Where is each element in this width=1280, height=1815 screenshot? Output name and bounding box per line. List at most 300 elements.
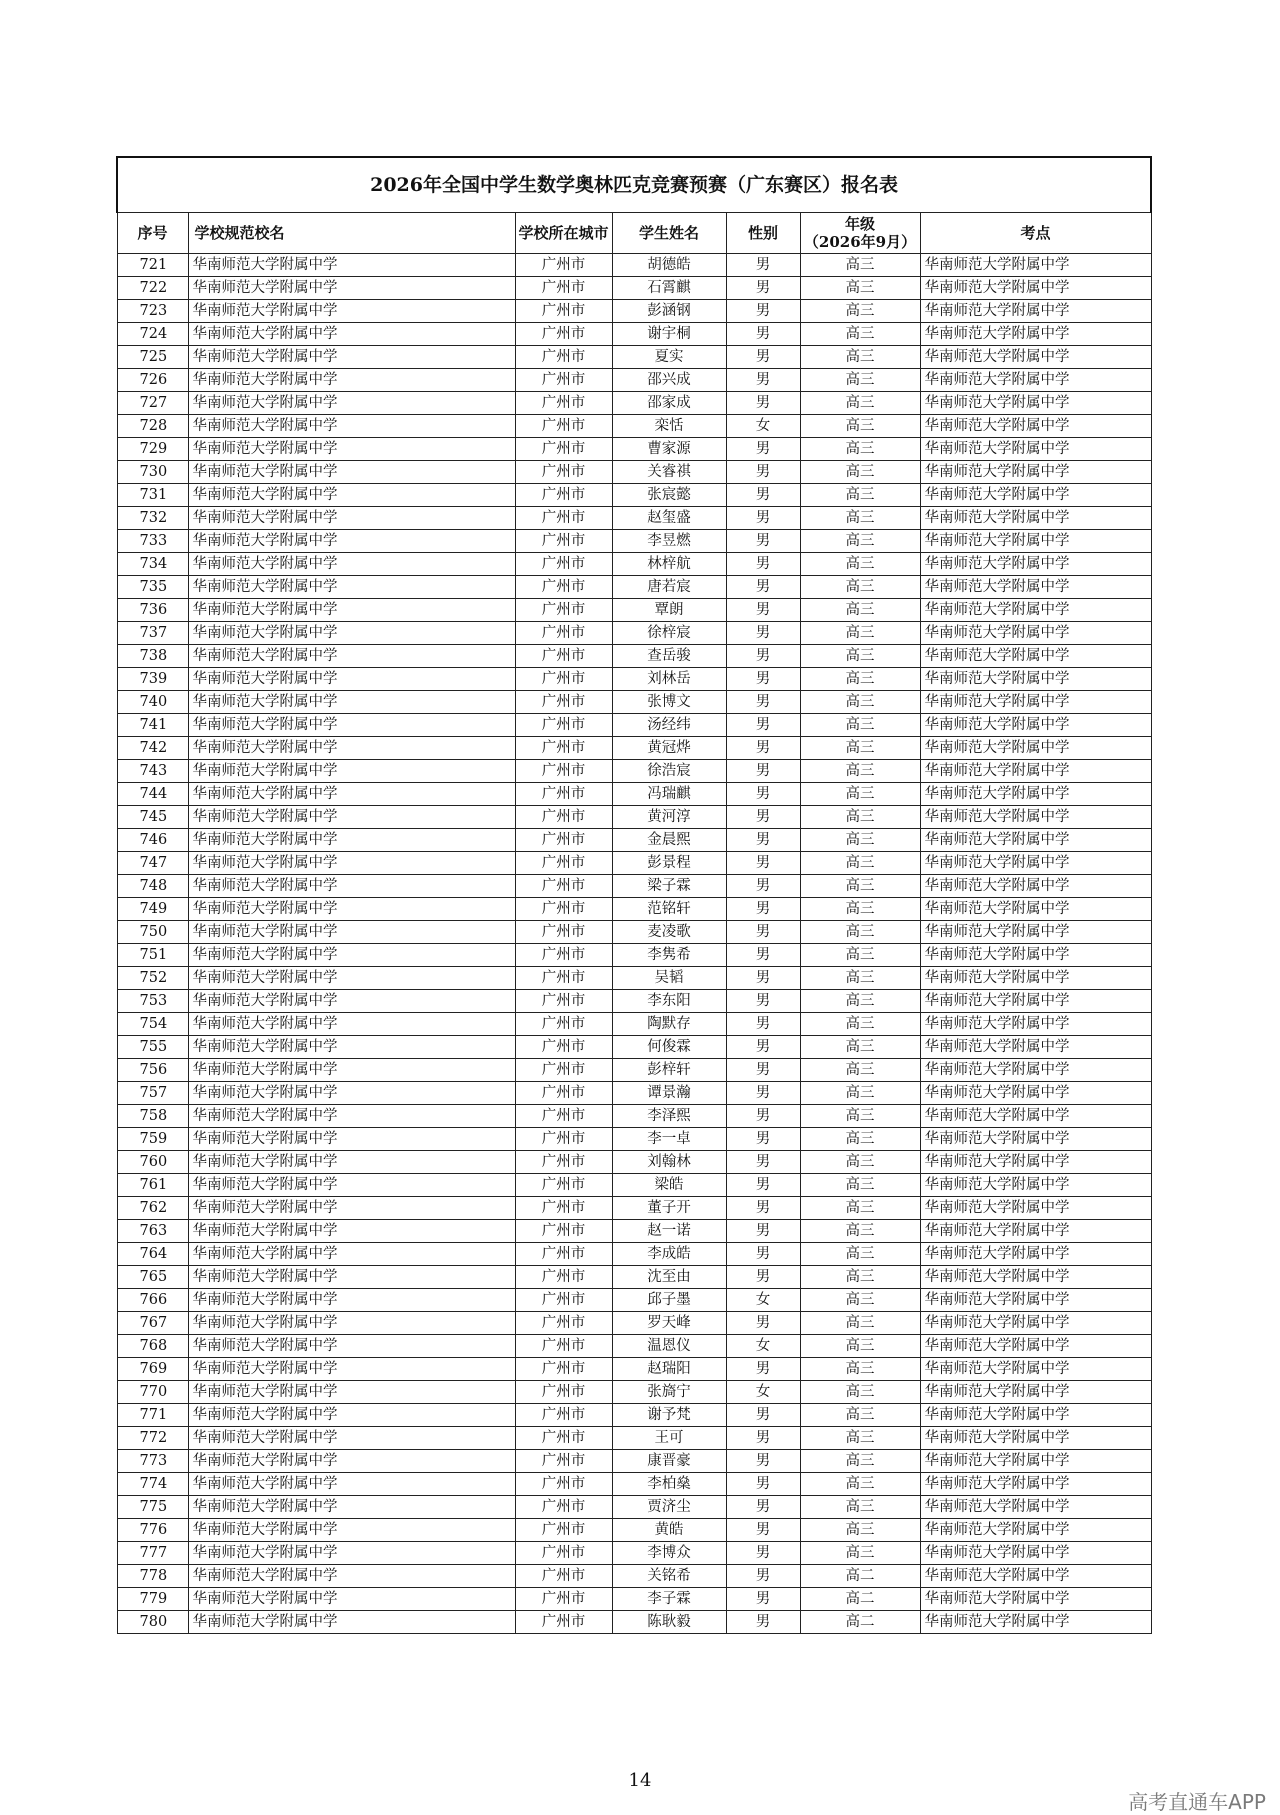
- cell-seq: 732: [117, 507, 188, 530]
- cell-name: 李博众: [612, 1542, 726, 1565]
- cell-city: 广州市: [515, 1588, 612, 1611]
- cell-school: 华南师范大学附属中学: [188, 277, 515, 300]
- cell-school: 华南师范大学附属中学: [188, 1105, 515, 1128]
- table-row: [117, 1312, 1151, 1335]
- cell-venue: 华南师范大学附属中学: [920, 898, 1151, 921]
- cell-city: 广州市: [515, 944, 612, 967]
- cell-gender: 男: [726, 806, 800, 829]
- header-row: [117, 213, 1151, 254]
- cell-venue: 华南师范大学附属中学: [920, 737, 1151, 760]
- cell-school: 华南师范大学附属中学: [188, 392, 515, 415]
- cell-name: 徐梓宸: [612, 622, 726, 645]
- cell-venue: 华南师范大学附属中学: [920, 1404, 1151, 1427]
- table-row: [117, 599, 1151, 622]
- cell-gender: 男: [726, 530, 800, 553]
- cell-grade: 高三: [800, 990, 920, 1013]
- cell-school: 华南师范大学附属中学: [188, 668, 515, 691]
- cell-school: 华南师范大学附属中学: [188, 507, 515, 530]
- cell-grade: 高三: [800, 829, 920, 852]
- cell-gender: 女: [726, 415, 800, 438]
- cell-city: 广州市: [515, 1128, 612, 1151]
- cell-school: 华南师范大学附属中学: [188, 622, 515, 645]
- cell-seq: 770: [117, 1381, 188, 1404]
- cell-school: 华南师范大学附属中学: [188, 461, 515, 484]
- table-row: [117, 1197, 1151, 1220]
- cell-seq: 761: [117, 1174, 188, 1197]
- cell-name: 李一卓: [612, 1128, 726, 1151]
- cell-gender: 男: [726, 1266, 800, 1289]
- table-row: [117, 1059, 1151, 1082]
- cell-city: 广州市: [515, 1312, 612, 1335]
- table-row: [117, 530, 1151, 553]
- cell-school: 华南师范大学附属中学: [188, 1013, 515, 1036]
- table-row: [117, 1565, 1151, 1588]
- table-row: [117, 346, 1151, 369]
- cell-grade: 高三: [800, 369, 920, 392]
- cell-venue: 华南师范大学附属中学: [920, 415, 1151, 438]
- cell-school: 华南师范大学附属中学: [188, 553, 515, 576]
- cell-gender: 男: [726, 898, 800, 921]
- cell-grade: 高三: [800, 599, 920, 622]
- cell-gender: 男: [726, 1082, 800, 1105]
- cell-gender: 男: [726, 599, 800, 622]
- cell-school: 华南师范大学附属中学: [188, 369, 515, 392]
- cell-gender: 男: [726, 461, 800, 484]
- cell-city: 广州市: [515, 668, 612, 691]
- cell-city: 广州市: [515, 369, 612, 392]
- table-row: [117, 1036, 1151, 1059]
- cell-name: 梁皓: [612, 1174, 726, 1197]
- cell-seq: 727: [117, 392, 188, 415]
- table-row: [117, 254, 1151, 277]
- cell-seq: 769: [117, 1358, 188, 1381]
- cell-city: 广州市: [515, 645, 612, 668]
- cell-city: 广州市: [515, 852, 612, 875]
- table-row: [117, 622, 1151, 645]
- cell-venue: 华南师范大学附属中学: [920, 392, 1151, 415]
- cell-venue: 华南师范大学附属中学: [920, 1174, 1151, 1197]
- header-gender: 性别: [726, 213, 800, 254]
- cell-gender: 男: [726, 438, 800, 461]
- table-row: [117, 1358, 1151, 1381]
- cell-grade: 高二: [800, 1565, 920, 1588]
- cell-venue: 华南师范大学附属中学: [920, 1588, 1151, 1611]
- cell-city: 广州市: [515, 1059, 612, 1082]
- table-row: [117, 806, 1151, 829]
- cell-seq: 739: [117, 668, 188, 691]
- cell-name: 李隽希: [612, 944, 726, 967]
- cell-venue: 华南师范大学附属中学: [920, 1312, 1151, 1335]
- cell-city: 广州市: [515, 1220, 612, 1243]
- cell-name: 林梓航: [612, 553, 726, 576]
- cell-gender: 男: [726, 369, 800, 392]
- cell-city: 广州市: [515, 622, 612, 645]
- table-row: [117, 829, 1151, 852]
- cell-name: 贾济尘: [612, 1496, 726, 1519]
- cell-school: 华南师范大学附属中学: [188, 829, 515, 852]
- cell-seq: 780: [117, 1611, 188, 1634]
- cell-gender: 男: [726, 1105, 800, 1128]
- registration-sheet: [116, 156, 1150, 1634]
- cell-venue: 华南师范大学附属中学: [920, 829, 1151, 852]
- cell-school: 华南师范大学附属中学: [188, 1473, 515, 1496]
- cell-school: 华南师范大学附属中学: [188, 1519, 515, 1542]
- cell-venue: 华南师范大学附属中学: [920, 1243, 1151, 1266]
- cell-name: 麦凌歌: [612, 921, 726, 944]
- cell-school: 华南师范大学附属中学: [188, 1128, 515, 1151]
- table-row: [117, 875, 1151, 898]
- cell-grade: 高三: [800, 484, 920, 507]
- cell-name: 陶默存: [612, 1013, 726, 1036]
- cell-name: 张旖宁: [612, 1381, 726, 1404]
- cell-seq: 742: [117, 737, 188, 760]
- cell-venue: 华南师范大学附属中学: [920, 668, 1151, 691]
- cell-school: 华南师范大学附属中学: [188, 1197, 515, 1220]
- cell-school: 华南师范大学附属中学: [188, 300, 515, 323]
- cell-venue: 华南师范大学附属中学: [920, 507, 1151, 530]
- cell-venue: 华南师范大学附属中学: [920, 1542, 1151, 1565]
- cell-city: 广州市: [515, 1082, 612, 1105]
- cell-city: 广州市: [515, 1542, 612, 1565]
- cell-grade: 高三: [800, 1059, 920, 1082]
- cell-seq: 754: [117, 1013, 188, 1036]
- cell-school: 华南师范大学附属中学: [188, 1174, 515, 1197]
- cell-city: 广州市: [515, 737, 612, 760]
- cell-grade: 高三: [800, 507, 920, 530]
- cell-school: 华南师范大学附属中学: [188, 990, 515, 1013]
- cell-city: 广州市: [515, 714, 612, 737]
- table-row: [117, 1105, 1151, 1128]
- table-row: [117, 1335, 1151, 1358]
- cell-seq: 743: [117, 760, 188, 783]
- watermark: 高考直通车APP: [1128, 1790, 1266, 1814]
- table-row: [117, 898, 1151, 921]
- cell-gender: 男: [726, 346, 800, 369]
- cell-grade: 高三: [800, 415, 920, 438]
- table-row: [117, 1174, 1151, 1197]
- cell-seq: 746: [117, 829, 188, 852]
- table-row: [117, 1013, 1151, 1036]
- cell-grade: 高三: [800, 300, 920, 323]
- cell-seq: 741: [117, 714, 188, 737]
- cell-school: 华南师范大学附属中学: [188, 576, 515, 599]
- cell-name: 张宸懿: [612, 484, 726, 507]
- cell-grade: 高三: [800, 875, 920, 898]
- cell-gender: 男: [726, 1220, 800, 1243]
- cell-seq: 724: [117, 323, 188, 346]
- cell-name: 栾恬: [612, 415, 726, 438]
- cell-venue: 华南师范大学附属中学: [920, 1013, 1151, 1036]
- cell-gender: 男: [726, 645, 800, 668]
- cell-gender: 男: [726, 737, 800, 760]
- cell-gender: 男: [726, 484, 800, 507]
- cell-seq: 771: [117, 1404, 188, 1427]
- cell-school: 华南师范大学附属中学: [188, 1542, 515, 1565]
- table-row: [117, 1266, 1151, 1289]
- table-row: [117, 668, 1151, 691]
- cell-seq: 755: [117, 1036, 188, 1059]
- header-venue: 考点: [920, 213, 1151, 254]
- table-row: [117, 484, 1151, 507]
- cell-grade: 高二: [800, 1611, 920, 1634]
- cell-gender: 男: [726, 1036, 800, 1059]
- cell-gender: 男: [726, 300, 800, 323]
- cell-name: 石霄麒: [612, 277, 726, 300]
- cell-name: 沈至由: [612, 1266, 726, 1289]
- table-row: [117, 1381, 1151, 1404]
- cell-gender: 男: [726, 1542, 800, 1565]
- cell-gender: 男: [726, 829, 800, 852]
- table-row: [117, 392, 1151, 415]
- table-row: [117, 1496, 1151, 1519]
- cell-venue: 华南师范大学附属中学: [920, 277, 1151, 300]
- cell-name: 彭景程: [612, 852, 726, 875]
- cell-grade: 高三: [800, 1381, 920, 1404]
- cell-gender: 男: [726, 1151, 800, 1174]
- cell-grade: 高三: [800, 530, 920, 553]
- cell-grade: 高三: [800, 1519, 920, 1542]
- cell-venue: 华南师范大学附属中学: [920, 760, 1151, 783]
- cell-venue: 华南师范大学附属中学: [920, 1496, 1151, 1519]
- cell-grade: 高三: [800, 1082, 920, 1105]
- cell-city: 广州市: [515, 1496, 612, 1519]
- cell-gender: 男: [726, 1611, 800, 1634]
- cell-city: 广州市: [515, 1611, 612, 1634]
- cell-city: 广州市: [515, 875, 612, 898]
- cell-gender: 男: [726, 1565, 800, 1588]
- cell-school: 华南师范大学附属中学: [188, 530, 515, 553]
- cell-venue: 华南师范大学附属中学: [920, 852, 1151, 875]
- cell-school: 华南师范大学附属中学: [188, 1404, 515, 1427]
- cell-name: 胡德皓: [612, 254, 726, 277]
- table-row: [117, 714, 1151, 737]
- cell-venue: 华南师范大学附属中学: [920, 1082, 1151, 1105]
- cell-venue: 华南师范大学附属中学: [920, 1335, 1151, 1358]
- cell-venue: 华南师范大学附属中学: [920, 346, 1151, 369]
- cell-gender: 男: [726, 1197, 800, 1220]
- cell-venue: 华南师范大学附属中学: [920, 714, 1151, 737]
- cell-gender: 女: [726, 1289, 800, 1312]
- cell-name: 关铭希: [612, 1565, 726, 1588]
- cell-venue: 华南师范大学附属中学: [920, 783, 1151, 806]
- cell-grade: 高三: [800, 1220, 920, 1243]
- cell-seq: 748: [117, 875, 188, 898]
- cell-name: 覃朗: [612, 599, 726, 622]
- cell-name: 李昱燃: [612, 530, 726, 553]
- cell-seq: 775: [117, 1496, 188, 1519]
- cell-venue: 华南师范大学附属中学: [920, 967, 1151, 990]
- cell-school: 华南师范大学附属中学: [188, 783, 515, 806]
- cell-grade: 高三: [800, 852, 920, 875]
- table-row: [117, 300, 1151, 323]
- table-row: [117, 1128, 1151, 1151]
- cell-grade: 高三: [800, 1197, 920, 1220]
- cell-city: 广州市: [515, 1404, 612, 1427]
- cell-gender: 男: [726, 875, 800, 898]
- cell-name: 李柏燊: [612, 1473, 726, 1496]
- cell-seq: 764: [117, 1243, 188, 1266]
- cell-name: 温恩仪: [612, 1335, 726, 1358]
- cell-grade: 高三: [800, 1335, 920, 1358]
- cell-school: 华南师范大学附属中学: [188, 691, 515, 714]
- cell-seq: 773: [117, 1450, 188, 1473]
- table-row: [117, 1519, 1151, 1542]
- table-row: [117, 852, 1151, 875]
- cell-venue: 华南师范大学附属中学: [920, 1611, 1151, 1634]
- table-row: [117, 944, 1151, 967]
- header-grade: [800, 213, 920, 254]
- cell-name: 查岳骏: [612, 645, 726, 668]
- cell-seq: 762: [117, 1197, 188, 1220]
- cell-gender: 男: [726, 967, 800, 990]
- cell-grade: 高三: [800, 277, 920, 300]
- table-row: [117, 1588, 1151, 1611]
- cell-gender: 男: [726, 921, 800, 944]
- cell-seq: 729: [117, 438, 188, 461]
- cell-name: 汤经纬: [612, 714, 726, 737]
- cell-grade: 高三: [800, 1036, 920, 1059]
- cell-city: 广州市: [515, 806, 612, 829]
- cell-seq: 737: [117, 622, 188, 645]
- cell-school: 华南师范大学附属中学: [188, 714, 515, 737]
- cell-name: 康晋豪: [612, 1450, 726, 1473]
- header-name: 学生姓名: [612, 213, 726, 254]
- cell-school: 华南师范大学附属中学: [188, 484, 515, 507]
- cell-venue: 华南师范大学附属中学: [920, 1427, 1151, 1450]
- cell-name: 徐浩宸: [612, 760, 726, 783]
- cell-grade: 高三: [800, 1358, 920, 1381]
- cell-school: 华南师范大学附属中学: [188, 1151, 515, 1174]
- cell-school: 华南师范大学附属中学: [188, 852, 515, 875]
- cell-grade: 高三: [800, 553, 920, 576]
- cell-city: 广州市: [515, 1565, 612, 1588]
- table-row: [117, 783, 1151, 806]
- cell-city: 广州市: [515, 576, 612, 599]
- cell-school: 华南师范大学附属中学: [188, 1243, 515, 1266]
- cell-grade: 高三: [800, 1128, 920, 1151]
- cell-school: 华南师范大学附属中学: [188, 1611, 515, 1634]
- cell-school: 华南师范大学附属中学: [188, 645, 515, 668]
- cell-city: 广州市: [515, 1335, 612, 1358]
- cell-city: 广州市: [515, 346, 612, 369]
- header-school: 学校规范校名: [188, 213, 515, 254]
- cell-grade: 高三: [800, 254, 920, 277]
- cell-seq: 767: [117, 1312, 188, 1335]
- cell-name: 赵玺盛: [612, 507, 726, 530]
- table-row: [117, 691, 1151, 714]
- cell-school: 华南师范大学附属中学: [188, 898, 515, 921]
- cell-grade: 高三: [800, 323, 920, 346]
- cell-grade: 高三: [800, 921, 920, 944]
- cell-seq: 765: [117, 1266, 188, 1289]
- cell-venue: 华南师范大学附属中学: [920, 921, 1151, 944]
- cell-city: 广州市: [515, 1427, 612, 1450]
- cell-seq: 763: [117, 1220, 188, 1243]
- cell-city: 广州市: [515, 484, 612, 507]
- table-row: [117, 507, 1151, 530]
- cell-gender: 男: [726, 1243, 800, 1266]
- cell-name: 彭梓轩: [612, 1059, 726, 1082]
- cell-city: 广州市: [515, 277, 612, 300]
- cell-seq: 736: [117, 599, 188, 622]
- cell-gender: 女: [726, 1335, 800, 1358]
- cell-school: 华南师范大学附属中学: [188, 944, 515, 967]
- cell-venue: 华南师范大学附属中学: [920, 438, 1151, 461]
- cell-seq: 772: [117, 1427, 188, 1450]
- table-row: [117, 1082, 1151, 1105]
- cell-venue: 华南师范大学附属中学: [920, 599, 1151, 622]
- cell-school: 华南师范大学附属中学: [188, 1289, 515, 1312]
- cell-name: 董子开: [612, 1197, 726, 1220]
- cell-venue: 华南师范大学附属中学: [920, 323, 1151, 346]
- cell-gender: 男: [726, 1013, 800, 1036]
- cell-seq: 757: [117, 1082, 188, 1105]
- cell-gender: 男: [726, 1450, 800, 1473]
- table-row: [117, 1450, 1151, 1473]
- cell-grade: 高三: [800, 1013, 920, 1036]
- table-row: [117, 461, 1151, 484]
- table-row: [117, 1289, 1151, 1312]
- cell-school: 华南师范大学附属中学: [188, 599, 515, 622]
- cell-gender: 男: [726, 760, 800, 783]
- cell-name: 冯瑞麒: [612, 783, 726, 806]
- header-city: 学校所在城市: [515, 213, 612, 254]
- cell-grade: 高三: [800, 392, 920, 415]
- table-row: [117, 760, 1151, 783]
- cell-name: 李东阳: [612, 990, 726, 1013]
- cell-name: 谢宇桐: [612, 323, 726, 346]
- table-row: [117, 277, 1151, 300]
- cell-seq: 723: [117, 300, 188, 323]
- cell-school: 华南师范大学附属中学: [188, 760, 515, 783]
- table-row: [117, 323, 1151, 346]
- cell-school: 华南师范大学附属中学: [188, 737, 515, 760]
- cell-school: 华南师范大学附属中学: [188, 346, 515, 369]
- cell-name: 关睿祺: [612, 461, 726, 484]
- cell-seq: 740: [117, 691, 188, 714]
- cell-seq: 738: [117, 645, 188, 668]
- cell-venue: 华南师范大学附属中学: [920, 461, 1151, 484]
- cell-grade: 高三: [800, 1174, 920, 1197]
- cell-name: 李成皓: [612, 1243, 726, 1266]
- cell-gender: 男: [726, 1427, 800, 1450]
- cell-grade: 高三: [800, 461, 920, 484]
- cell-seq: 753: [117, 990, 188, 1013]
- cell-grade: 高三: [800, 1105, 920, 1128]
- cell-school: 华南师范大学附属中学: [188, 1450, 515, 1473]
- table-row: [117, 1404, 1151, 1427]
- cell-grade: 高三: [800, 1427, 920, 1450]
- table-row: [117, 921, 1151, 944]
- cell-school: 华南师范大学附属中学: [188, 1358, 515, 1381]
- cell-name: 梁子霖: [612, 875, 726, 898]
- cell-school: 华南师范大学附属中学: [188, 323, 515, 346]
- cell-city: 广州市: [515, 990, 612, 1013]
- cell-gender: 男: [726, 1312, 800, 1335]
- cell-seq: 776: [117, 1519, 188, 1542]
- cell-venue: 华南师范大学附属中学: [920, 1266, 1151, 1289]
- cell-grade: 高三: [800, 668, 920, 691]
- cell-gender: 男: [726, 714, 800, 737]
- cell-gender: 男: [726, 691, 800, 714]
- cell-school: 华南师范大学附属中学: [188, 1266, 515, 1289]
- cell-gender: 男: [726, 553, 800, 576]
- cell-grade: 高三: [800, 691, 920, 714]
- cell-seq: 744: [117, 783, 188, 806]
- cell-venue: 华南师范大学附属中学: [920, 645, 1151, 668]
- cell-seq: 745: [117, 806, 188, 829]
- cell-name: 彭涵钢: [612, 300, 726, 323]
